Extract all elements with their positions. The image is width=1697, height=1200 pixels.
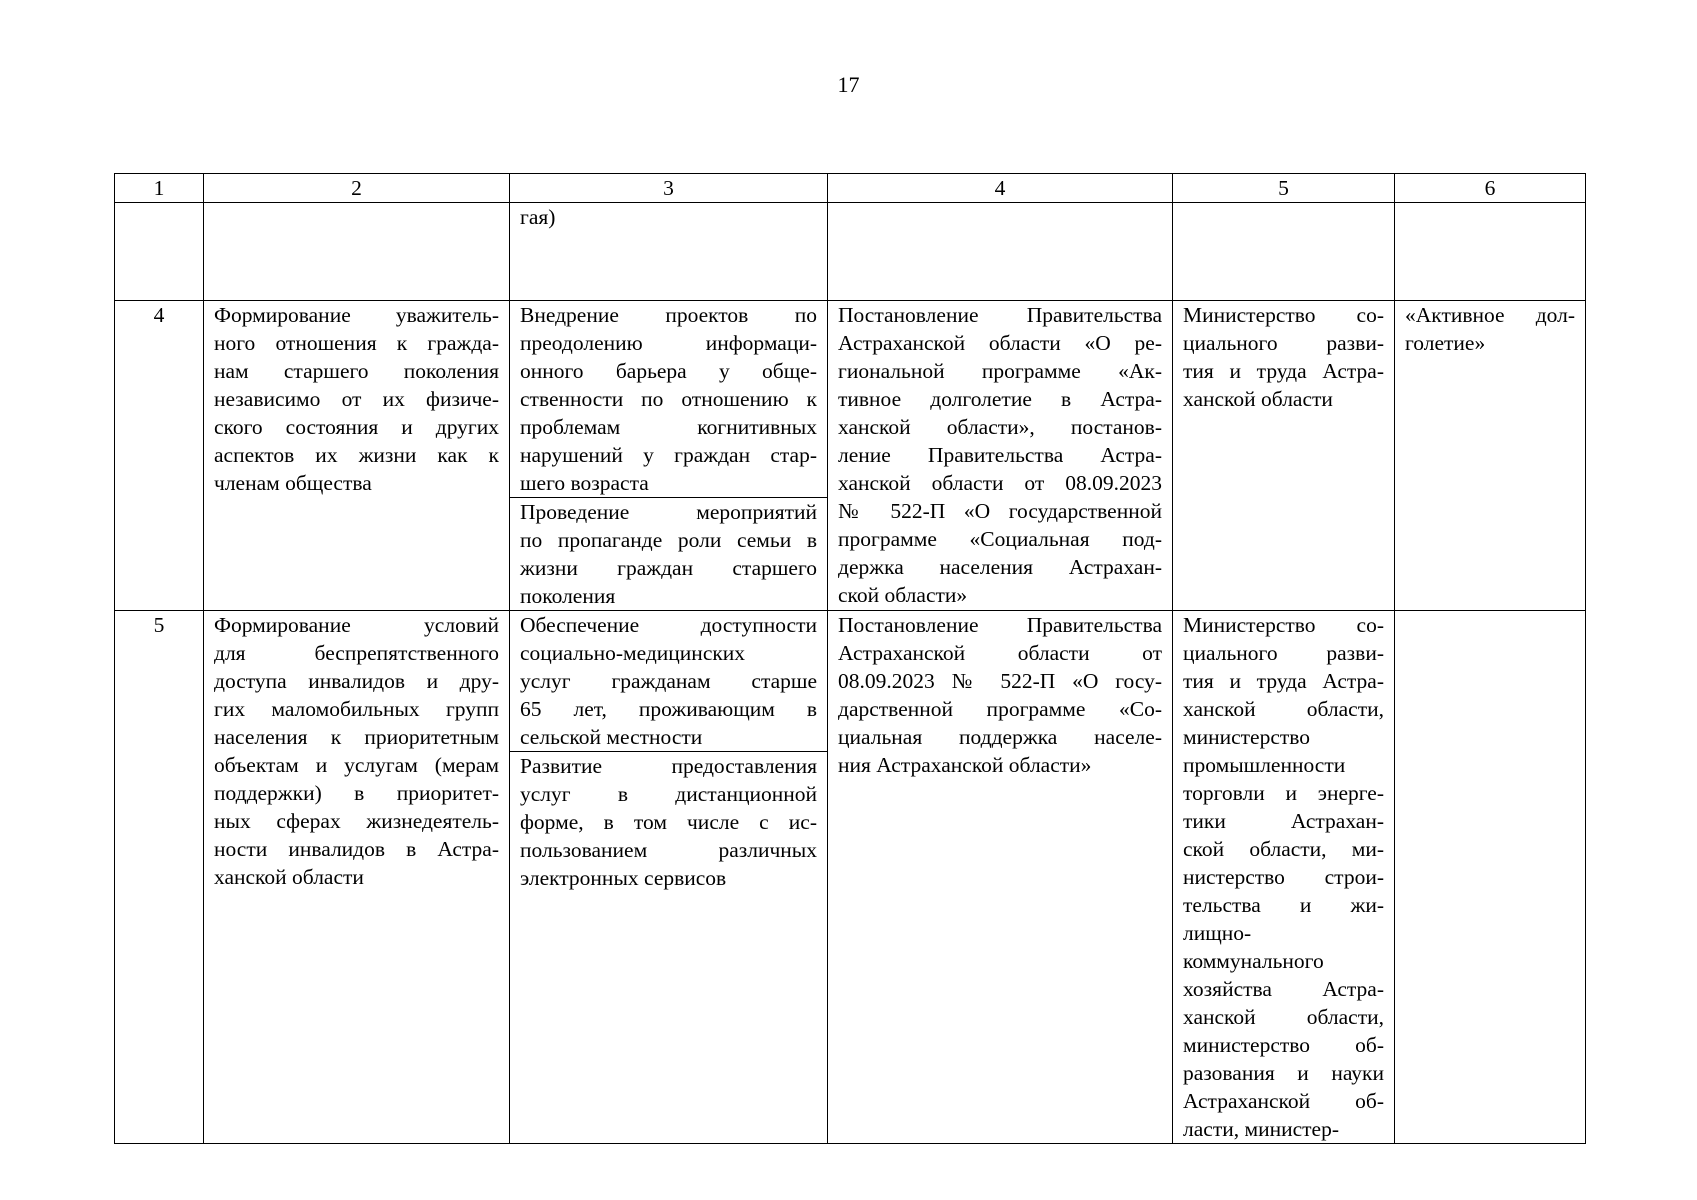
cell-line: населения к приоритетным — [214, 725, 499, 749]
project-cell — [1395, 301, 1586, 611]
cell-line: министерство — [1183, 725, 1311, 749]
cell-line: пользованием различных — [520, 838, 817, 862]
cell-line: циального разви- — [1183, 641, 1384, 665]
cell-line: нам старшего поколения — [214, 359, 499, 383]
cell-line: Астраханской области от — [838, 641, 1162, 665]
cell-line: Министерство со- — [1183, 613, 1384, 637]
column-header: 5 — [1173, 174, 1395, 203]
table-row — [115, 203, 1586, 301]
cell-line: ханской области», постанов- — [838, 415, 1162, 439]
cell-line: министерство об- — [1183, 1033, 1384, 1057]
cell-line: ского состояния и других — [214, 415, 499, 439]
cell-line: ния Астраханской области» — [838, 753, 1092, 777]
cell-line: голетие» — [1405, 331, 1486, 355]
cell-line: ханской области от 08.09.2023 — [838, 471, 1162, 495]
cell-line: тивное долголетие в Астра- — [838, 387, 1162, 411]
cell-line: членам общества — [214, 471, 372, 495]
table-row — [115, 301, 1586, 611]
cell-line: 08.09.2023 № 522-П «О госу- — [838, 669, 1162, 693]
cell-line: услуг гражданам старше — [520, 669, 817, 693]
cell-line: Постановление Правительства — [838, 613, 1162, 637]
goal-cell — [204, 611, 510, 1144]
cell-line: тельства и жи- — [1183, 893, 1384, 917]
cell-line: ханской области — [214, 865, 364, 889]
cell-line: ности инвалидов в Астра- — [214, 837, 499, 861]
cell-line: ного отношения к гражда- — [214, 331, 499, 355]
cell-line: Развитие предоставления — [520, 754, 817, 778]
cell-line: лищно- — [1183, 921, 1252, 945]
cell-line: ственности по отношению к — [520, 387, 817, 411]
activity-block — [510, 497, 827, 610]
legal-basis-cell — [828, 301, 1173, 611]
cell-line: ханской области, — [1183, 1005, 1384, 1029]
cell-line: торговли и энерге- — [1183, 781, 1384, 805]
table-header-row — [115, 174, 1586, 203]
responsible-cell — [1173, 611, 1395, 1144]
activities-cell — [510, 203, 828, 301]
cell-line: «Активное дол- — [1405, 303, 1575, 327]
column-header: 1 — [115, 174, 204, 203]
cell-line: услуг в дистанционной — [520, 782, 817, 806]
cell-line: поддержки) в приоритет- — [214, 781, 499, 805]
activity-block — [510, 301, 827, 497]
cell-line: Формирование условий — [214, 613, 499, 637]
column-header: 2 — [204, 174, 510, 203]
cell-line: 65 лет, проживающим в — [520, 697, 817, 721]
cell-line: Формирование уважитель- — [214, 303, 499, 327]
cell-line: тия и труда Астра- — [1183, 669, 1384, 693]
cell-line: разования и науки — [1183, 1061, 1384, 1085]
cell-line: по пропаганде роли семьи в — [520, 528, 817, 552]
cell-line: держка населения Астрахан- — [838, 555, 1162, 579]
cell-line: Астраханской об- — [1183, 1089, 1384, 1113]
cell-line: проблемам когнитивных — [520, 415, 817, 439]
cell-line: ление Правительства Астра- — [838, 443, 1162, 467]
row-number-cell: 4 — [115, 301, 204, 611]
cell-line: Проведение мероприятий — [520, 500, 817, 524]
cell-line: хозяйства Астра- — [1183, 977, 1384, 1001]
cell-line: аспектов их жизни как к — [214, 443, 499, 467]
cell-line: поколения — [520, 584, 616, 608]
cell-line: гая) — [520, 205, 556, 229]
cell-line: онного барьера у обще- — [520, 359, 817, 383]
legal-basis-cell — [828, 203, 1173, 301]
cell-line: дарственной программе «Со- — [838, 697, 1162, 721]
activities-cell — [510, 301, 828, 611]
cell-line: ханской области, — [1183, 697, 1384, 721]
cell-line: шего возраста — [520, 471, 649, 495]
project-cell — [1395, 611, 1586, 1144]
column-header: 4 — [828, 174, 1173, 203]
activity-block — [510, 203, 827, 231]
cell-line: гих маломобильных групп — [214, 697, 499, 721]
cell-line: сельской местности — [520, 725, 703, 749]
cell-line: Астраханской области «О ре- — [838, 331, 1162, 355]
cell-line: преодолению информаци- — [520, 331, 817, 355]
cell-line: электронных сервисов — [520, 866, 727, 890]
cell-line: форме, в том числе с ис- — [520, 810, 817, 834]
cell-line: жизни граждан старшего — [520, 556, 817, 580]
page-number: 17 — [837, 72, 860, 97]
responsible-cell — [1173, 203, 1395, 301]
row-number-cell: 5 — [115, 611, 204, 1144]
column-header: 6 — [1395, 174, 1586, 203]
cell-line: гиональной программе «Ак- — [838, 359, 1162, 383]
cell-line: тия и труда Астра- — [1183, 359, 1384, 383]
row-number-cell — [115, 203, 204, 301]
cell-line: тики Астрахан- — [1183, 809, 1384, 833]
cell-line: Обеспечение доступности — [520, 613, 817, 637]
goal-cell — [204, 301, 510, 611]
cell-line: промышленности — [1183, 753, 1346, 777]
activity-block — [510, 611, 827, 751]
cell-line: ской области» — [838, 583, 968, 607]
cell-line: циального разви- — [1183, 331, 1384, 355]
cell-line: социально-медицинских — [520, 641, 746, 665]
goal-cell — [204, 203, 510, 301]
cell-line: коммунального — [1183, 949, 1324, 973]
activity-block — [510, 751, 827, 892]
cell-line: нистерство строи- — [1183, 865, 1384, 889]
cell-line: циальная поддержка населе- — [838, 725, 1162, 749]
cell-line: программе «Социальная под- — [838, 527, 1162, 551]
cell-line: нарушений у граждан стар- — [520, 443, 817, 467]
cell-line: Постановление Правительства — [838, 303, 1162, 327]
measures-table — [114, 173, 1586, 1144]
activities-cell — [510, 611, 828, 1144]
project-cell — [1395, 203, 1586, 301]
table-row — [115, 611, 1586, 1144]
cell-line: ласти, министер- — [1183, 1117, 1339, 1141]
cell-line: № 522-П «О государственной — [838, 499, 1162, 523]
cell-line: доступа инвалидов и дру- — [214, 669, 499, 693]
responsible-cell — [1173, 301, 1395, 611]
cell-line: Министерство со- — [1183, 303, 1384, 327]
cell-line: независимо от их физиче- — [214, 387, 499, 411]
column-header: 3 — [510, 174, 828, 203]
cell-line: ных сферах жизнедеятель- — [214, 809, 499, 833]
cell-line: для беспрепятственного — [214, 641, 499, 665]
cell-line: ской области, ми- — [1183, 837, 1384, 861]
legal-basis-cell — [828, 611, 1173, 1144]
cell-line: ханской области — [1183, 387, 1333, 411]
cell-line: объектам и услугам (мерам — [214, 753, 499, 777]
cell-line: Внедрение проектов по — [520, 303, 817, 327]
